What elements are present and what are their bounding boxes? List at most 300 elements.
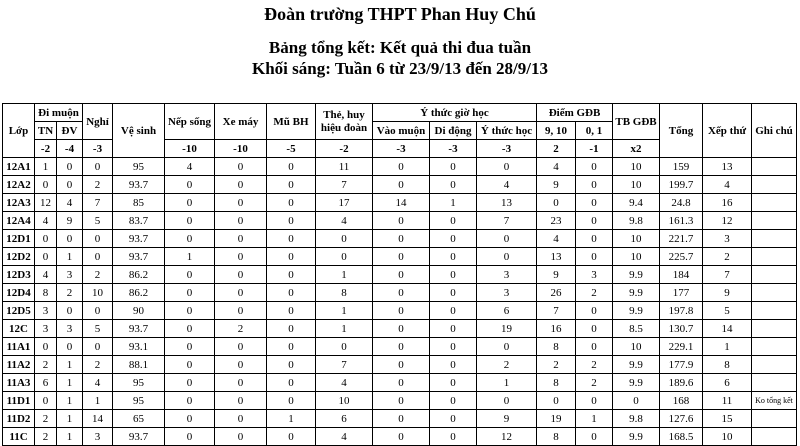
table-cell: 16 xyxy=(703,194,752,212)
table-cell: 5 xyxy=(83,320,113,338)
table-cell: 9.9 xyxy=(613,302,660,320)
table-cell: 2 xyxy=(215,320,267,338)
table-cell: 0 xyxy=(430,230,477,248)
table-cell: 95 xyxy=(113,392,165,410)
table-cell: 23 xyxy=(537,212,576,230)
weight-d01: -1 xyxy=(576,140,613,158)
table-cell: 0 xyxy=(267,374,316,392)
table-cell: 0 xyxy=(373,338,430,356)
table-cell: 0 xyxy=(373,356,430,374)
col-d910: 9, 10 xyxy=(537,122,576,140)
table-cell: 0 xyxy=(83,158,113,176)
table-cell: 0 xyxy=(215,212,267,230)
table-cell: 95 xyxy=(113,374,165,392)
table-cell: 0 xyxy=(576,338,613,356)
table-cell: 0 xyxy=(316,338,373,356)
class-name-cell: 11A3 xyxy=(3,374,35,392)
table-cell: 0 xyxy=(215,158,267,176)
table-cell: 229.1 xyxy=(660,338,703,356)
col-xe-may: Xe máy xyxy=(215,104,267,140)
table-cell: 19 xyxy=(477,320,537,338)
table-cell: 0 xyxy=(35,230,57,248)
table-cell: 0 xyxy=(165,410,215,428)
table-cell: 0 xyxy=(477,392,537,410)
table-cell: 88.1 xyxy=(113,356,165,374)
table-cell: 0 xyxy=(373,248,430,266)
table-cell: 0 xyxy=(215,374,267,392)
table-cell: 7 xyxy=(316,176,373,194)
table-cell: 9.8 xyxy=(613,212,660,230)
class-name-cell: 11A2 xyxy=(3,356,35,374)
table-cell: 9 xyxy=(57,212,83,230)
table-cell: 0 xyxy=(165,374,215,392)
col-vao-muon: Vào muộn xyxy=(373,122,430,140)
table-cell: 7 xyxy=(477,212,537,230)
table-cell: 197.8 xyxy=(660,302,703,320)
table-cell: 2 xyxy=(477,356,537,374)
table-cell: 0 xyxy=(267,158,316,176)
table-cell: 3 xyxy=(576,266,613,284)
table-cell: 1 xyxy=(267,410,316,428)
note-cell xyxy=(752,374,797,392)
table-cell: 7 xyxy=(703,266,752,284)
table-cell: 10 xyxy=(613,230,660,248)
table-cell: 0 xyxy=(267,320,316,338)
table-cell: 8 xyxy=(703,356,752,374)
col-mu-bh: Mũ BH xyxy=(267,104,316,140)
table-cell: 11 xyxy=(703,392,752,410)
table-cell: 0 xyxy=(35,176,57,194)
table-cell: 16 xyxy=(537,320,576,338)
table-cell: 0 xyxy=(215,284,267,302)
table-cell: 1 xyxy=(57,410,83,428)
weight-xe-may: -10 xyxy=(215,140,267,158)
table-cell: 0 xyxy=(35,392,57,410)
weight-mu-bh: -5 xyxy=(267,140,316,158)
class-name-cell: 11D1 xyxy=(3,392,35,410)
table-cell: 4 xyxy=(165,158,215,176)
weight-dv: -4 xyxy=(57,140,83,158)
col-ghi-chu: Ghi chú xyxy=(752,104,797,158)
table-cell: 0 xyxy=(430,284,477,302)
table-cell: 0 xyxy=(83,338,113,356)
table-cell: 0 xyxy=(267,392,316,410)
class-name-cell: 12A2 xyxy=(3,176,35,194)
table-cell: 0 xyxy=(576,392,613,410)
table-cell: 0 xyxy=(430,428,477,446)
class-name-cell: 11D2 xyxy=(3,410,35,428)
title-block xyxy=(0,0,800,79)
table-cell: 0 xyxy=(165,212,215,230)
report-period: Khối sáng: Tuần 6 từ 23/9/13 đến 28/9/13 xyxy=(252,59,548,78)
table-cell: 0 xyxy=(83,302,113,320)
table-cell: 2 xyxy=(576,374,613,392)
table-cell: 0 xyxy=(576,428,613,446)
table-cell: 6 xyxy=(35,374,57,392)
class-name-cell: 12A1 xyxy=(3,158,35,176)
table-cell: 7 xyxy=(537,302,576,320)
col-di-muon: Đi muộn xyxy=(35,104,83,122)
table-cell: 0 xyxy=(373,176,430,194)
table-cell: 0 xyxy=(373,284,430,302)
table-cell: 13 xyxy=(703,158,752,176)
table-cell: 1 xyxy=(576,410,613,428)
table-cell: 2 xyxy=(576,284,613,302)
table-cell: 86.2 xyxy=(113,266,165,284)
table-cell: 0 xyxy=(316,230,373,248)
table-cell: 13 xyxy=(477,194,537,212)
table-cell: 95 xyxy=(113,158,165,176)
table-cell: 0 xyxy=(373,158,430,176)
table-cell: 0 xyxy=(215,248,267,266)
table-cell: 0 xyxy=(165,266,215,284)
note-cell xyxy=(752,212,797,230)
table-cell: 2 xyxy=(576,356,613,374)
table-cell: 6 xyxy=(703,374,752,392)
table-cell: 1 xyxy=(477,374,537,392)
table-cell: 0 xyxy=(83,248,113,266)
note-cell xyxy=(752,338,797,356)
table-cell: 0 xyxy=(430,176,477,194)
table-cell: 0 xyxy=(576,248,613,266)
table-cell: 0 xyxy=(215,176,267,194)
table-cell: 10 xyxy=(316,392,373,410)
table-cell: 0 xyxy=(267,230,316,248)
table-cell: 0 xyxy=(430,410,477,428)
table-cell: 5 xyxy=(703,302,752,320)
table-row xyxy=(3,302,797,320)
table-row xyxy=(3,266,797,284)
table-cell: 0 xyxy=(373,410,430,428)
table-cell: 9.9 xyxy=(613,284,660,302)
table-cell: 26 xyxy=(537,284,576,302)
table-cell: 85 xyxy=(113,194,165,212)
table-cell: 93.7 xyxy=(113,248,165,266)
table-cell: 0 xyxy=(57,176,83,194)
table-cell: 3 xyxy=(477,266,537,284)
table-cell: 4 xyxy=(316,374,373,392)
table-cell: 4 xyxy=(537,158,576,176)
col-tn: TN xyxy=(35,122,57,140)
results-body xyxy=(3,158,797,446)
table-cell: 0 xyxy=(165,356,215,374)
class-name-cell: 12D3 xyxy=(3,266,35,284)
table-cell: 9.8 xyxy=(613,410,660,428)
table-row xyxy=(3,428,797,446)
table-row xyxy=(3,356,797,374)
table-cell: 9.9 xyxy=(613,428,660,446)
table-cell: 0 xyxy=(373,428,430,446)
table-cell: 2 xyxy=(35,410,57,428)
table-row xyxy=(3,338,797,356)
note-cell xyxy=(752,158,797,176)
col-tong: Tổng xyxy=(660,104,703,158)
table-cell: 0 xyxy=(165,338,215,356)
table-cell: 0 xyxy=(373,266,430,284)
table-cell: 4 xyxy=(83,374,113,392)
class-name-cell: 12A3 xyxy=(3,194,35,212)
table-cell: 0 xyxy=(215,410,267,428)
table-cell: 0 xyxy=(430,266,477,284)
table-cell: 0 xyxy=(613,392,660,410)
table-cell: 0 xyxy=(576,176,613,194)
table-cell: 2 xyxy=(537,356,576,374)
table-cell: 0 xyxy=(477,158,537,176)
table-cell: 0 xyxy=(215,230,267,248)
col-nep-song: Nếp sống xyxy=(165,104,215,140)
table-cell: 0 xyxy=(165,176,215,194)
note-cell xyxy=(752,176,797,194)
weight-the-huy: -2 xyxy=(316,140,373,158)
table-cell: 0 xyxy=(477,338,537,356)
table-cell: 9 xyxy=(477,410,537,428)
table-cell: 8 xyxy=(35,284,57,302)
table-cell: 0 xyxy=(537,194,576,212)
table-cell: 3 xyxy=(57,266,83,284)
table-cell: 0 xyxy=(576,230,613,248)
weight-y-thuc-hoc: -3 xyxy=(477,140,537,158)
table-cell: 0 xyxy=(576,320,613,338)
table-cell: 2 xyxy=(35,428,57,446)
table-cell: 1 xyxy=(316,320,373,338)
table-cell: 0 xyxy=(373,320,430,338)
table-cell: 1 xyxy=(57,392,83,410)
table-cell: 1 xyxy=(703,338,752,356)
table-cell: 9.9 xyxy=(613,374,660,392)
table-cell: 0 xyxy=(267,248,316,266)
table-cell: 0 xyxy=(373,230,430,248)
table-cell: 0 xyxy=(267,212,316,230)
table-cell: 0 xyxy=(57,302,83,320)
table-cell: 0 xyxy=(430,338,477,356)
table-cell: 4 xyxy=(316,428,373,446)
table-cell: 0 xyxy=(57,158,83,176)
table-cell: 130.7 xyxy=(660,320,703,338)
table-cell: 65 xyxy=(113,410,165,428)
table-row xyxy=(3,284,797,302)
class-name-cell: 12D2 xyxy=(3,248,35,266)
table-cell: 0 xyxy=(165,392,215,410)
table-cell: 93.1 xyxy=(113,338,165,356)
weight-d910: 2 xyxy=(537,140,576,158)
table-cell: 2 xyxy=(83,356,113,374)
results-table xyxy=(2,103,797,446)
table-cell: 0 xyxy=(267,428,316,446)
table-cell: 0 xyxy=(267,194,316,212)
note-cell xyxy=(752,320,797,338)
table-cell: 0 xyxy=(576,158,613,176)
table-cell: 5 xyxy=(83,212,113,230)
table-cell: 8 xyxy=(537,338,576,356)
table-cell: 0 xyxy=(430,212,477,230)
table-cell: 0 xyxy=(373,302,430,320)
table-cell: 12 xyxy=(35,194,57,212)
note-cell xyxy=(752,248,797,266)
class-name-cell: 11A1 xyxy=(3,338,35,356)
table-cell: 9.9 xyxy=(613,356,660,374)
note-cell xyxy=(752,266,797,284)
col-nghi: Nghỉ xyxy=(83,104,113,140)
table-cell: 0 xyxy=(267,302,316,320)
table-cell: 0 xyxy=(267,338,316,356)
table-cell: 4 xyxy=(477,176,537,194)
weight-di-dong: -3 xyxy=(430,140,477,158)
table-cell: 1 xyxy=(165,248,215,266)
table-row xyxy=(3,176,797,194)
table-cell: 11 xyxy=(316,158,373,176)
table-cell: 0 xyxy=(430,302,477,320)
table-cell: 17 xyxy=(316,194,373,212)
col-lop: Lớp xyxy=(3,104,35,158)
table-cell: 14 xyxy=(373,194,430,212)
table-cell: 9.9 xyxy=(613,266,660,284)
table-cell: 0 xyxy=(430,356,477,374)
class-name-cell: 12D1 xyxy=(3,230,35,248)
col-y-thuc: Ý thức giờ học xyxy=(373,104,537,122)
table-cell: 1 xyxy=(57,356,83,374)
table-cell: 7 xyxy=(316,356,373,374)
table-cell: 24.8 xyxy=(660,194,703,212)
col-tb-gdb: TB GĐB xyxy=(613,104,660,140)
table-cell: 199.7 xyxy=(660,176,703,194)
table-cell: 10 xyxy=(613,248,660,266)
note-cell xyxy=(752,302,797,320)
table-cell: 9 xyxy=(537,176,576,194)
table-cell: 0 xyxy=(576,302,613,320)
table-cell: 0 xyxy=(57,338,83,356)
table-cell: 93.7 xyxy=(113,320,165,338)
table-cell: 93.7 xyxy=(113,428,165,446)
table-cell: 0 xyxy=(215,194,267,212)
table-row xyxy=(3,158,797,176)
table-cell: 0 xyxy=(215,428,267,446)
table-cell: 0 xyxy=(267,176,316,194)
table-cell: 0 xyxy=(215,338,267,356)
table-cell: 93.7 xyxy=(113,176,165,194)
table-row xyxy=(3,374,797,392)
table-cell: 0 xyxy=(215,302,267,320)
table-cell: 161.3 xyxy=(660,212,703,230)
col-the-huy: Thẻ, huy hiệu đoàn xyxy=(316,104,373,140)
weight-nghi: -3 xyxy=(83,140,113,158)
table-cell: 0 xyxy=(165,320,215,338)
weight-vao-muon: -3 xyxy=(373,140,430,158)
table-cell: 9.4 xyxy=(613,194,660,212)
table-cell: 10 xyxy=(613,158,660,176)
table-cell: 2 xyxy=(57,284,83,302)
table-cell: 0 xyxy=(430,248,477,266)
table-cell: 0 xyxy=(537,392,576,410)
table-cell: 0 xyxy=(57,230,83,248)
class-name-cell: 11C xyxy=(3,428,35,446)
table-cell: 177.9 xyxy=(660,356,703,374)
table-row xyxy=(3,248,797,266)
table-cell: 83.7 xyxy=(113,212,165,230)
table-cell: 3 xyxy=(35,302,57,320)
table-cell: 0 xyxy=(165,194,215,212)
table-cell: 12 xyxy=(477,428,537,446)
table-cell: 0 xyxy=(430,392,477,410)
note-cell: Ko tổng kết xyxy=(752,392,797,410)
col-y-thuc-hoc: Ý thức học xyxy=(477,122,537,140)
weight-nep-song: -10 xyxy=(165,140,215,158)
table-cell: 0 xyxy=(165,284,215,302)
table-cell: 3 xyxy=(83,428,113,446)
table-cell: 0 xyxy=(373,374,430,392)
table-cell: 4 xyxy=(35,266,57,284)
col-xep-thu: Xếp thứ xyxy=(703,104,752,158)
table-cell: 0 xyxy=(430,158,477,176)
table-cell: 0 xyxy=(477,230,537,248)
table-cell: 184 xyxy=(660,266,703,284)
table-cell: 4 xyxy=(703,176,752,194)
table-cell: 0 xyxy=(267,356,316,374)
col-d01: 0, 1 xyxy=(576,122,613,140)
table-cell: 1 xyxy=(316,302,373,320)
table-cell: 10 xyxy=(613,176,660,194)
class-name-cell: 12A4 xyxy=(3,212,35,230)
table-cell: 9 xyxy=(537,266,576,284)
table-cell: 0 xyxy=(576,212,613,230)
table-cell: 2 xyxy=(83,176,113,194)
table-cell: 10 xyxy=(613,338,660,356)
table-cell: 2 xyxy=(703,248,752,266)
table-cell: 168 xyxy=(660,392,703,410)
table-cell: 86.2 xyxy=(113,284,165,302)
table-cell: 225.7 xyxy=(660,248,703,266)
table-row xyxy=(3,320,797,338)
note-cell xyxy=(752,356,797,374)
table-cell: 0 xyxy=(267,284,316,302)
table-cell: 4 xyxy=(35,212,57,230)
table-cell: 6 xyxy=(316,410,373,428)
table-cell: 1 xyxy=(57,374,83,392)
table-cell: 1 xyxy=(316,266,373,284)
table-cell: 168.5 xyxy=(660,428,703,446)
table-row xyxy=(3,230,797,248)
table-cell: 0 xyxy=(430,374,477,392)
table-cell: 3 xyxy=(477,284,537,302)
col-ve-sinh: Vệ sinh xyxy=(113,104,165,158)
table-cell: 4 xyxy=(57,194,83,212)
table-cell: 2 xyxy=(83,266,113,284)
weight-tb-gdb: x2 xyxy=(613,140,660,158)
table-cell: 8.5 xyxy=(613,320,660,338)
class-name-cell: 12C xyxy=(3,320,35,338)
table-cell: 0 xyxy=(165,428,215,446)
table-cell: 4 xyxy=(316,212,373,230)
table-cell: 90 xyxy=(113,302,165,320)
col-dv: ĐV xyxy=(57,122,83,140)
table-cell: 1 xyxy=(83,392,113,410)
page-title: Đoàn trường THPT Phan Huy Chú xyxy=(264,4,536,24)
table-row xyxy=(3,212,797,230)
table-cell: 0 xyxy=(165,302,215,320)
table-cell: 3 xyxy=(703,230,752,248)
table-cell: 0 xyxy=(35,248,57,266)
table-cell: 159 xyxy=(660,158,703,176)
table-cell: 0 xyxy=(430,320,477,338)
class-name-cell: 12D5 xyxy=(3,302,35,320)
table-cell: 15 xyxy=(703,410,752,428)
table-cell: 127.6 xyxy=(660,410,703,428)
class-name-cell: 12D4 xyxy=(3,284,35,302)
table-cell: 9 xyxy=(703,284,752,302)
table-cell: 0 xyxy=(316,248,373,266)
table-cell: 13 xyxy=(537,248,576,266)
table-row xyxy=(3,194,797,212)
table-cell: 177 xyxy=(660,284,703,302)
